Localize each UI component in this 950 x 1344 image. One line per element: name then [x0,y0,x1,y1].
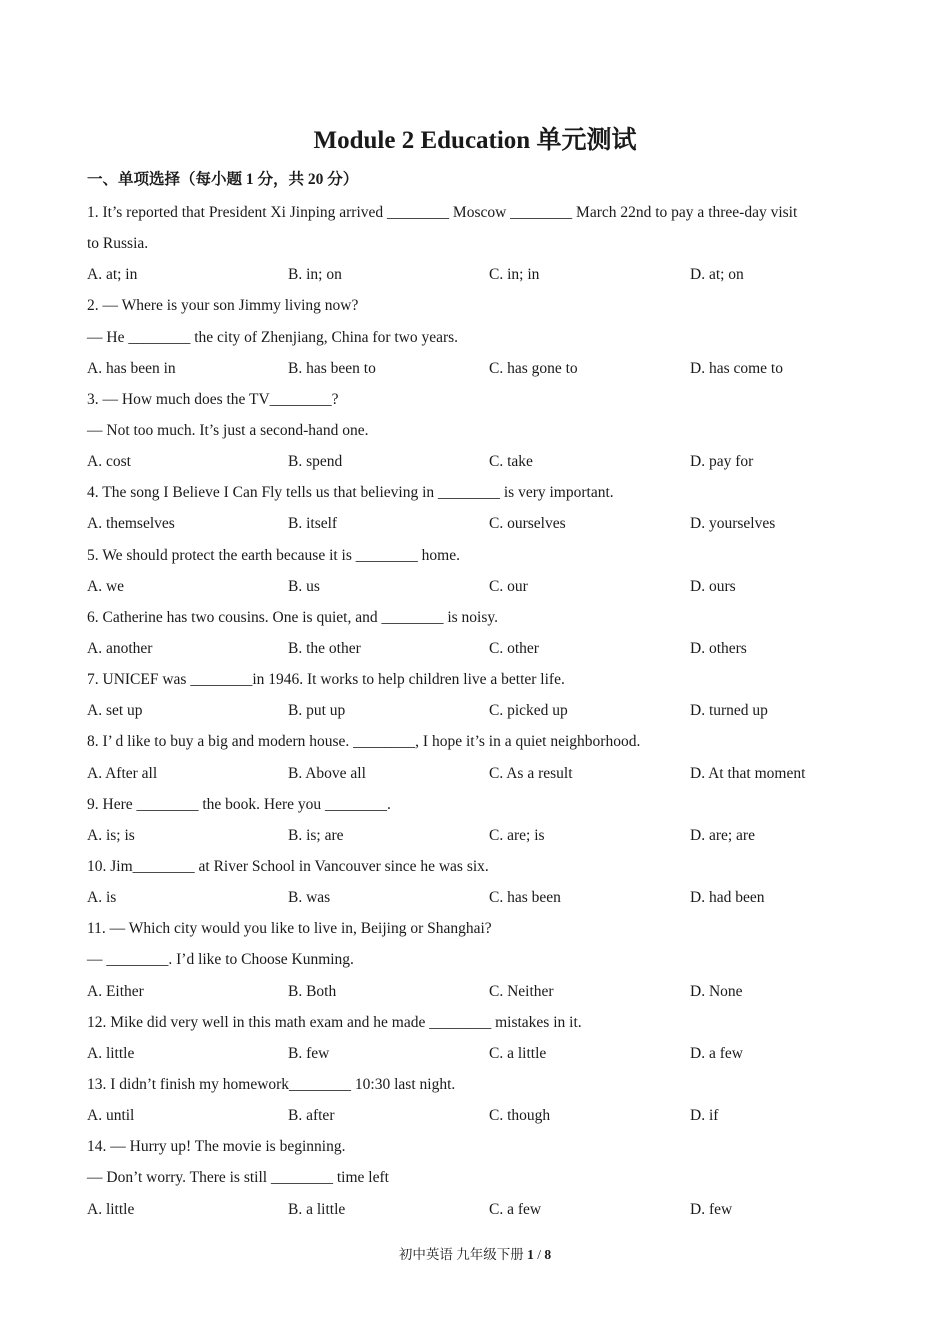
option-b: B. Above all [288,764,366,782]
question-stem: 13. I didn’t finish my homework________ 10:30 last night. [87,1075,456,1093]
option-a: A. Either [87,982,144,1000]
option-d: D. at; on [690,266,744,284]
option-c: C. take [489,453,533,471]
option-d: D. has come to [690,359,783,377]
option-c: C. has gone to [489,359,578,377]
option-c: C. has been [489,889,561,907]
option-d: D. a few [690,1044,743,1062]
options-row [87,820,877,851]
question-item [87,602,877,664]
options-row [87,1194,877,1225]
option-c: C. a few [489,1200,542,1218]
option-a: A. themselves [87,515,175,533]
footer-separator: / [537,1247,541,1262]
option-a: A. is; is [87,826,135,844]
question-item [87,1131,877,1224]
question-line: — Not too much. It’s just a second-hand one. [87,421,369,439]
option-d: D. pay for [690,453,754,471]
option-c: C. Neither [489,982,554,1000]
section-heading: 一、单项选择（每小题 1 分，共 20 分） [87,171,359,188]
option-a: A. at; in [87,266,138,284]
option-c: C. ourselves [489,515,566,533]
question-line: — ________. I’d like to Choose Kunming. [87,951,354,969]
option-b: B. few [288,1044,330,1062]
option-c: C. picked up [489,702,568,720]
option-c: C. a little [489,1044,547,1062]
question-item [87,664,877,726]
options-row [87,633,877,664]
question-item [87,540,877,602]
option-a: A. we [87,577,125,595]
option-a: A. set up [87,702,143,720]
question-item [87,290,877,383]
question-stem: 1. It’s reported that President Xi Jinping arrived ________ Moscow ________ March 22nd to pay a three-day visit [87,204,798,221]
option-c: C. our [489,577,528,595]
option-d: D. few [690,1200,733,1218]
question-item [87,726,877,788]
option-b: B. spend [288,453,343,471]
question-stem: 3. — How much does the TV________? [87,390,339,408]
options-row [87,976,877,1007]
option-b: B. has been to [288,359,376,377]
question-stem: 12. Mike did very well in this math exam and he made ________ mistakes in it. [87,1013,582,1031]
question-stem: 14. — Hurry up! The movie is beginning. [87,1138,346,1156]
option-d: D. others [690,639,747,657]
question-item [87,1069,877,1131]
options-row [87,1100,877,1131]
option-d: D. None [690,982,743,1000]
question-item [87,789,877,851]
option-c: C. As a result [489,764,573,782]
option-b: B. itself [288,515,338,533]
question-stem: 4. The song I Believe I Can Fly tells us that believing in ________ is very important. [87,484,614,502]
option-b: B. in; on [288,266,342,284]
option-d: D. are; are [690,826,755,844]
option-a: A. has been in [87,359,176,377]
option-b: B. the other [288,639,361,657]
options-row [87,446,877,477]
question-line: to Russia. [87,235,149,253]
question-item [87,913,877,1006]
question-stem: 6. Catherine has two cousins. One is quiet, and ________ is noisy. [87,608,498,626]
question-stem: 5. We should protect the earth because it is ________ home. [87,546,460,564]
option-b: B. after [288,1107,335,1125]
question-stem: 11. — Which city would you like to live in, Beijing or Shanghai? [87,920,492,938]
question-stem: 9. Here ________ the book. Here you ________. [87,795,391,813]
question-stem: 2. — Where is your son Jimmy living now? [87,297,359,315]
options-row [87,259,877,290]
option-b: B. was [288,889,331,907]
option-a: A. After all [87,764,158,782]
options-row [87,1038,877,1069]
option-a: A. cost [87,453,131,471]
option-c: C. are; is [489,826,545,844]
options-row [87,758,877,789]
option-a: A. is [87,889,117,907]
option-a: A. little [87,1044,135,1062]
option-d: D. ours [690,577,736,595]
option-d: D. yourselves [690,515,776,533]
question-list [87,197,877,1225]
footer-page-number: 1 [527,1247,534,1262]
option-b: B. put up [288,702,346,720]
option-b: B. Both [288,982,337,1000]
options-row [87,353,877,384]
option-d: D. if [690,1107,719,1125]
question-stem: 8. I’ d like to buy a big and modern house. ________, I hope it’s in a quiet neighborhood. [87,733,641,751]
question-item [87,384,877,477]
option-b: B. is; are [288,826,344,844]
option-a: A. another [87,639,153,657]
options-row [87,882,877,913]
options-row [87,695,877,726]
option-d: D. At that moment [690,764,806,782]
option-c: C. though [489,1107,551,1125]
question-line: — He ________ the city of Zhenjiang, China for two years. [87,328,459,346]
footer-text: 初中英语 九年级下册 [398,1247,524,1262]
question-stem: 10. Jim________ at River School in Vancouver since he was six. [87,857,489,875]
page-title: Module 2 Education 单元测试 [313,127,637,154]
option-d: D. had been [690,889,765,907]
footer-total-pages: 8 [544,1247,552,1262]
option-b: B. us [288,577,320,595]
question-line: — Don’t worry. There is still ________ time left [87,1169,389,1187]
question-stem: 7. UNICEF was ________in 1946. It works to help children live a better life. [87,671,565,689]
option-c: C. other [489,639,539,657]
question-item [87,197,877,290]
page-footer [0,1245,950,1265]
options-row [87,571,877,602]
option-d: D. turned up [690,702,768,720]
options-row [87,508,877,539]
question-item [87,851,877,913]
option-a: A. until [87,1107,135,1125]
option-c: C. in; in [489,266,540,284]
option-b: B. a little [288,1200,346,1218]
question-item [87,1007,877,1069]
question-item [87,477,877,539]
option-a: A. little [87,1200,135,1218]
